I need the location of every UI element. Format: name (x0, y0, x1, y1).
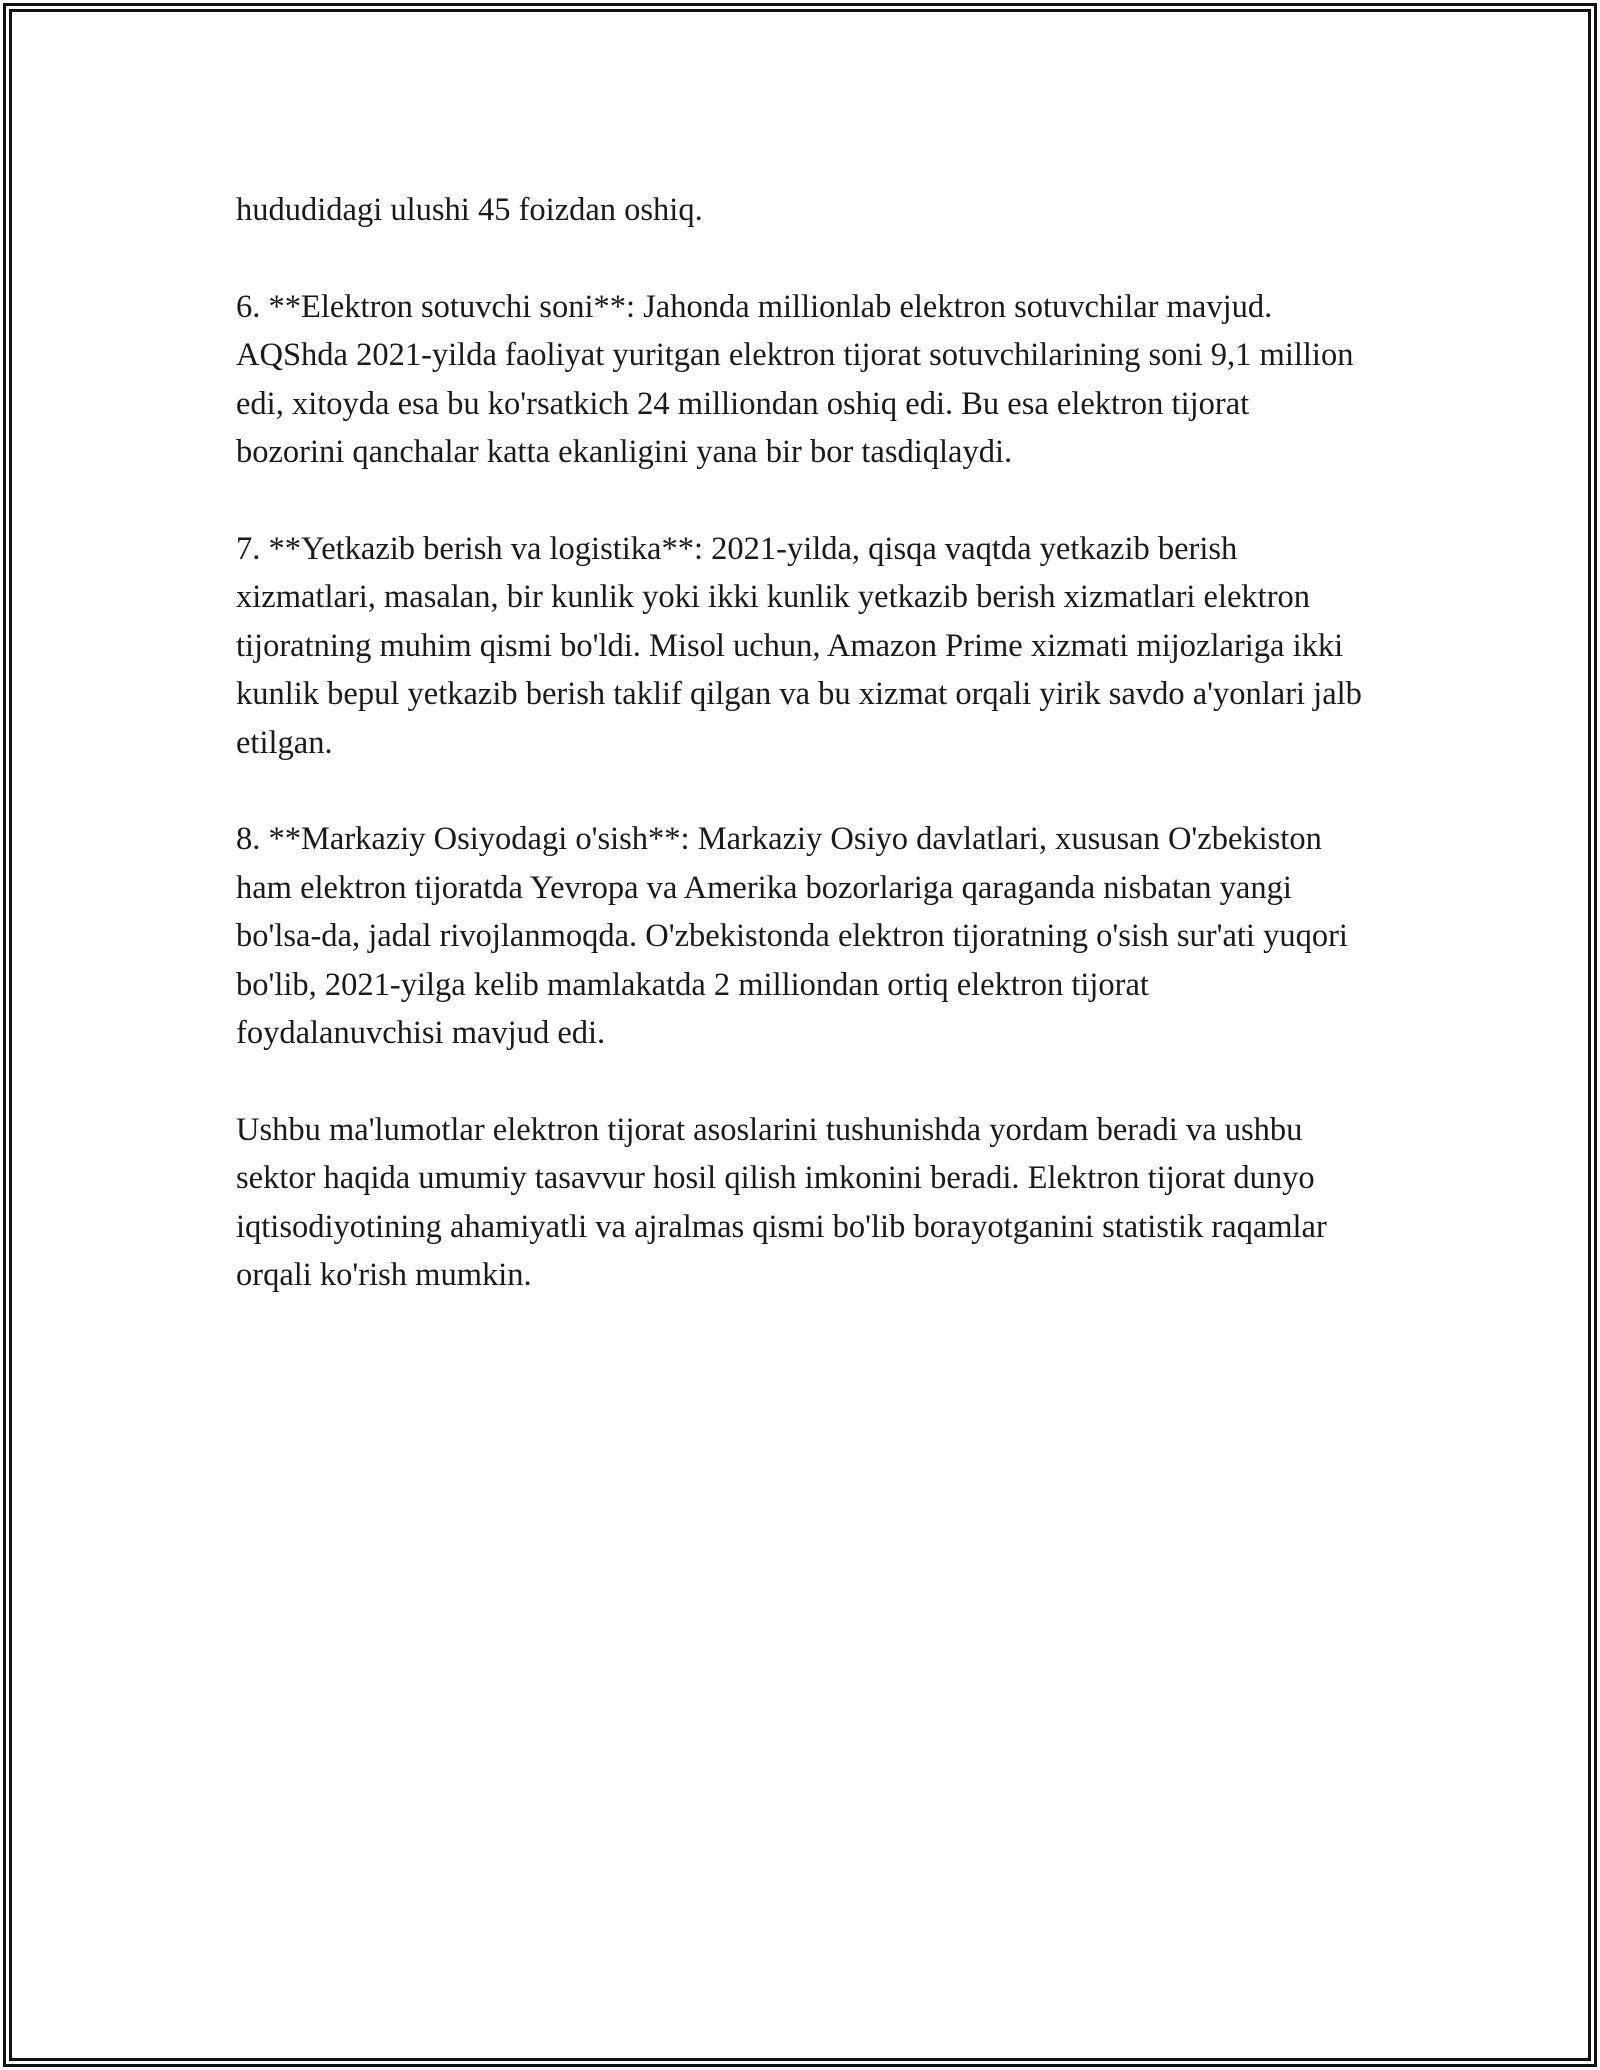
paragraph-continuation: hududidagi ulushi 45 foizdan oshiq. (236, 192, 703, 228)
paragraph-conclusion: Ushbu ma'lumotlar elektron tijorat asoslarini tushunishda yordam beradi va ushbu sektor haqida umumiy tasavvur hosil qilish imkonini beradi. Elektron tijorat dunyo iqtisodiyotining ahamiyatli va ajralmas qismi bo'lib borayotganini statistik raqamlar orqali ko'rish mumkin. (236, 1111, 1327, 1293)
paragraph-item-8-central-asia-growth: 8. **Markaziy Osiyodagi o'sish**: Markaziy Osiyo davlatlari, xususan O'zbekiston ham elektron tijoratda Yevropa va Amerika bozorlariga qaraganda nisbatan yangi bo'lsa-da, jadal rivojlanmoqda. O'zbekistonda elektron tijoratning o'sish sur'ati yuqori bo'lib, 2021-yilga kelib mamlakatda 2 milliondan ortiq elektron tijorat foydalanuvchisi mavjud edi. (236, 821, 1348, 1051)
paragraph-item-7-delivery-logistics: 7. **Yetkazib berish va logistika**: 2021-yilda, qisqa vaqtda yetkazib berish xizmatlari, masalan, bir kunlik yoki ikki kunlik yetkazib berish xizmatlari elektron tijoratning muhim qismi bo'ldi. Misol uchun, Amazon Prime xizmati mijozlariga ikki kunlik bepul yetkazib berish taklif qilgan va bu xizmat orqali yirik savdo a'yonlari jalb etilgan. (236, 530, 1362, 761)
document-body (236, 186, 1364, 1348)
paragraph-item-6-electronic-sellers: 6. **Elektron sotuvchi soni**: Jahonda millionlab elektron sotuvchilar mavjud. AQShda 2021-yilda faoliyat yuritgan elektron tijorat sotuvchilarining soni 9,1 million edi, xitoyda esa bu ko'rsatkich 24 milliondan oshiq edi. Bu esa elektron tijorat bozorini qanchalar katta ekanligini yana bir bor tasdiqlaydi. (236, 288, 1354, 470)
